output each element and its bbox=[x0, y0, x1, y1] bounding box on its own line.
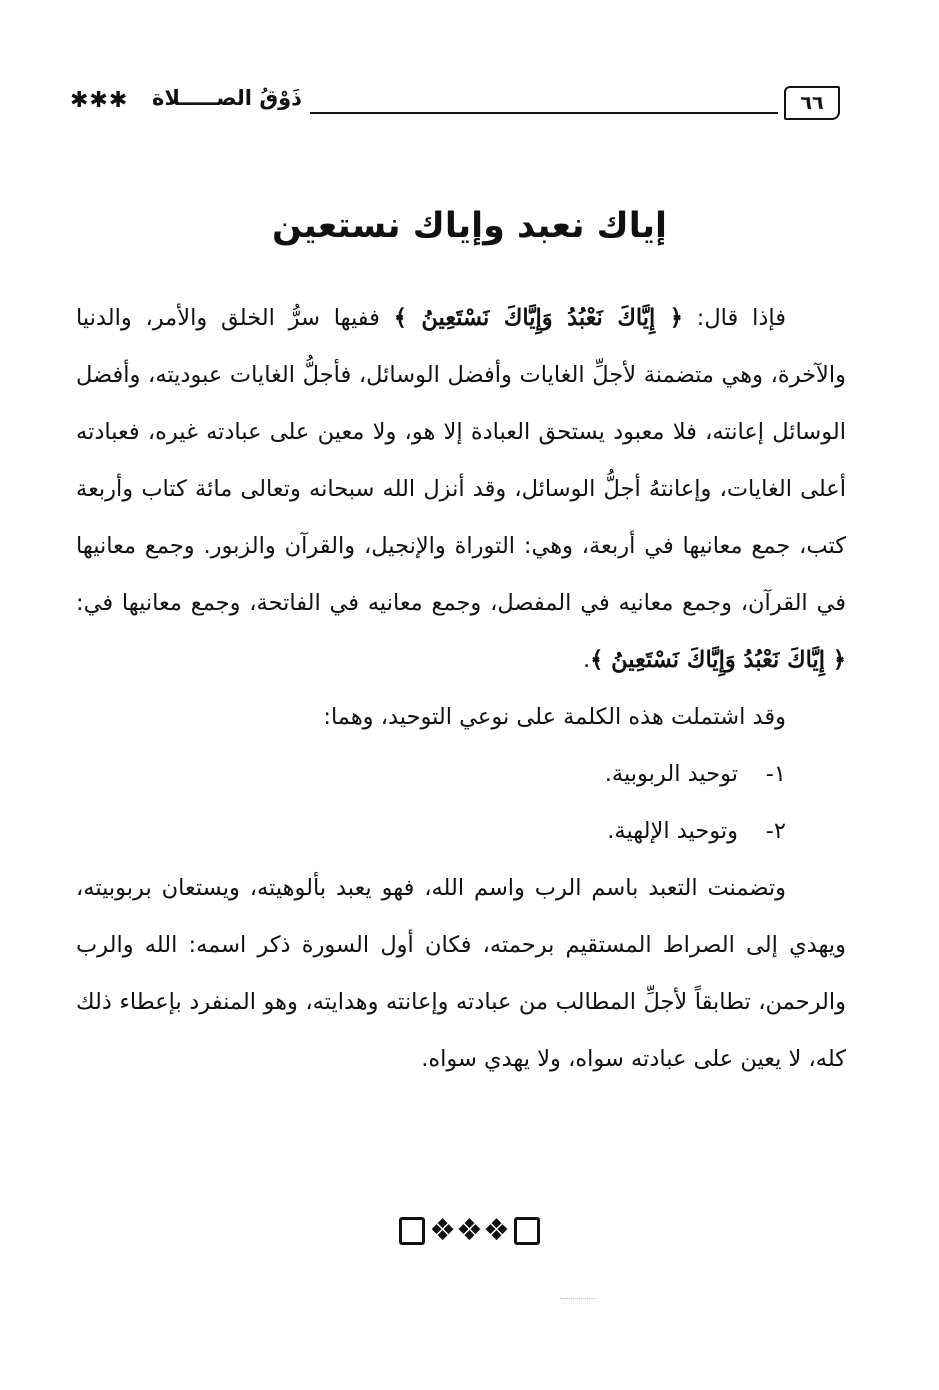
paragraph-1-body: ففيها سرُّ الخلق والأمر، والدنيا والآخرة، وهي متضمنة لأجلِّ الغايات وأفضل الوسائل، فأجلُّ الغايات عبوديته، وأفضل الوسائل إعانته، فلا معبود يستحق العبادة إلا هو، ولا معين على عبادته غيره، فعبادته أعلى الغايات، وإعانتهُ أجلُّ الوسائل، وقد أنزل الله سبحانه وتعالى مائة كتاب وأربعة كتب، جمع معانيها في أربعة، وهي: التوراة والإنجيل، والقرآن والزبور. وجمع معانيها في القرآن، وجمع معانيه في المفصل، وجمع معانيه في الفاتحة، وجمع معانيها في: bbox=[76, 305, 846, 616]
paragraph-1-end: . bbox=[583, 647, 591, 673]
list-text: توحيد الربوبية. bbox=[604, 761, 738, 787]
running-title: ذَوْقُ الصـــــلاة bbox=[152, 86, 302, 110]
list-item bbox=[76, 746, 846, 803]
square-ornament-icon bbox=[514, 1217, 540, 1245]
paragraph-1-intro: فإذا قال: bbox=[682, 305, 786, 331]
list-number: ٢- bbox=[765, 818, 786, 844]
list-text: وتوحيد الإلهية. bbox=[607, 818, 738, 844]
page-number: ٦٦ bbox=[784, 86, 840, 120]
header-stars: ✱✱✱ bbox=[70, 88, 129, 113]
list-item bbox=[76, 803, 846, 860]
paragraph-2: وقد اشتملت هذه الكلمة على نوعي التوحيد، وهما: bbox=[323, 704, 786, 730]
section-end-ornament bbox=[0, 1212, 939, 1248]
square-ornament-icon bbox=[399, 1217, 425, 1245]
section-heading: إياك نعبد وإياك نستعين bbox=[271, 206, 667, 246]
quran-verse: ﴿ إِيَّاكَ نَعْبُدُ وَإِيَّاكَ نَسْتَعِينُ ﴾ bbox=[393, 305, 683, 331]
diamond-ornament-icon: ❖❖❖ bbox=[429, 1213, 510, 1248]
body-text bbox=[76, 290, 846, 1088]
list-number: ١- bbox=[765, 761, 786, 787]
footer-mark bbox=[560, 1298, 596, 1299]
paragraph-1 bbox=[76, 290, 846, 689]
header-rule bbox=[310, 112, 778, 114]
paragraph-3: وتضمنت التعبد باسم الرب واسم الله، فهو يعبد بألوهيته، ويستعان بربوبيته، ويهدي إلى الصراط المستقيم برحمته، فكان أول السورة ذكر اسمه: الله والرب والرحمن، تطابقاً لأجلِّ المطالب من عبادته وإعانته وهدايته، وهو المنفرد بإعطاء ذلك كله، لا يعين على عبادته سواه، ولا يهدي سواه. bbox=[76, 875, 846, 1072]
page-header bbox=[70, 82, 842, 124]
quran-verse-2: ﴿ إِيَّاكَ نَعْبُدُ وَإِيَّاكَ نَسْتَعِينُ ﴾ bbox=[590, 647, 846, 673]
